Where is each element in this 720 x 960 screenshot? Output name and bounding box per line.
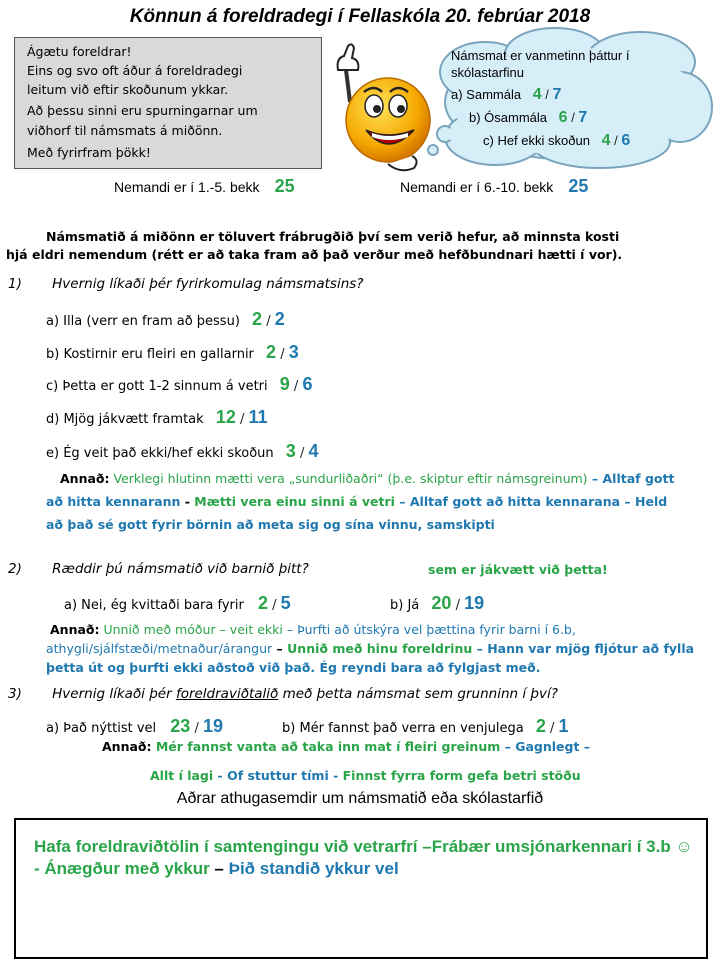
question-text-start: Hvernig líkaði þér bbox=[52, 686, 176, 702]
q2-option-a: a) Nei, ég kvittaði bara fyrir 2 / 5 bbox=[64, 593, 291, 613]
intro-paragraph-line: Námsmatið á miðönn er töluvert frábrugðið því sem verið hefur, að minnsta kosti bbox=[46, 229, 620, 244]
count-young: 2 bbox=[258, 593, 269, 613]
other-label: Annað: bbox=[60, 471, 110, 486]
option-label: c) Þetta er gott 1-2 sinnum á vetri bbox=[46, 379, 268, 394]
comment-old: - Of stuttur tími - bbox=[213, 768, 343, 783]
count-young: 3 bbox=[285, 441, 296, 461]
question-text-underlined: foreldraviðtalið bbox=[175, 686, 279, 702]
comment-young: Allt í lagi bbox=[150, 768, 214, 783]
q3-other-comments-cont bbox=[150, 764, 581, 787]
intro-line: Ágætu foreldrar! bbox=[27, 44, 132, 59]
count-old: 19 bbox=[464, 593, 485, 613]
question-2 bbox=[8, 561, 309, 577]
option-label: b) Mér fannst það verra en venjulega bbox=[282, 721, 524, 736]
comment-young: Mætti vera einu sinni á vetri bbox=[194, 494, 395, 509]
intro-line: leitum við eftir skoðunum ykkar. bbox=[27, 82, 229, 97]
remark-young: Hafa foreldraviðtölin í samtengingu við vetrarfrí –Frábær umsjónarkennari í 3.b ☺ - Ánægður með ykkur bbox=[34, 837, 693, 878]
option-label: b) Ósammála bbox=[469, 110, 548, 125]
q1-option-a: a) Illa (verr en fram að þessu) 2 / 2 bbox=[46, 309, 285, 329]
count-young: 4 bbox=[532, 86, 542, 103]
comment-young: Unnið með hinu foreldrinu bbox=[287, 641, 473, 656]
comment-old: – Þurfti að útskýra vel þættina fyrir barni í 6.b, athygli/sjálfstæði/metnaður/árangur bbox=[46, 622, 576, 656]
count-old: 2 bbox=[274, 309, 285, 329]
intro-line: Með fyrirfram þökk! bbox=[27, 145, 151, 160]
grade-young bbox=[114, 176, 295, 197]
option-label: b) Já bbox=[390, 598, 420, 613]
count-old: 19 bbox=[202, 716, 223, 736]
grade-label: Nemandi er í 1.-5. bekk bbox=[114, 179, 260, 195]
question-number: 2) bbox=[8, 561, 22, 577]
comment-old: – Alltaf gott að hitta kennarana – Held að það sé gott fyrir börnin að meta sig og sína vinnu, samskipti bbox=[46, 494, 668, 532]
option-label: c) Hef ekki skoðun bbox=[483, 133, 590, 148]
q1-option-c: c) Þetta er gott 1-2 sinnum á vetri 9 / 6 bbox=[46, 374, 313, 394]
comment-young: Finnst fyrra form gefa betri stöðu bbox=[342, 768, 581, 783]
count-young: 23 bbox=[170, 716, 191, 736]
count-old: 1 bbox=[558, 716, 569, 736]
count-old: 11 bbox=[248, 407, 268, 427]
q3-other-comments bbox=[102, 735, 590, 758]
intro-line: Eins og svo oft áður á foreldradegi bbox=[27, 63, 243, 78]
cloud-statement-cont: skólastarfinu bbox=[451, 65, 524, 80]
intro-box bbox=[14, 37, 322, 169]
comment-separator: - bbox=[180, 494, 195, 509]
q3-option-a: a) Það nýttist vel 23 / 19 bbox=[46, 716, 223, 736]
cloud-option-c: c) Hef ekki skoðun 4 / 6 bbox=[483, 132, 631, 149]
option-label: d) Mjög jákvætt framtak bbox=[46, 412, 204, 427]
count-old: 6 bbox=[302, 374, 313, 394]
intro-paragraph-line: hjá eldri nemendum (rétt er að taka fram að það verður með hefðbundnari hætti í vor). bbox=[6, 247, 623, 262]
other-label: Annað: bbox=[50, 622, 100, 637]
count-young: 9 bbox=[279, 374, 290, 394]
intro-line: Að þessu sinni eru spurningarnar um bbox=[27, 103, 258, 118]
option-label: a) Sammála bbox=[451, 87, 522, 102]
remark-old: Þið standið ykkur vel bbox=[228, 859, 399, 878]
count-young: 20 bbox=[431, 593, 452, 613]
grade-label: Nemandi er í 6.-10. bekk bbox=[400, 179, 554, 195]
question-text: Hvernig líkaði þér fyrirkomulag námsmatsins? bbox=[52, 276, 364, 292]
question-number: 3) bbox=[8, 686, 22, 702]
cloud-option-a: a) Sammála 4 / 7 bbox=[451, 86, 562, 103]
q1-option-b: b) Kostirnir eru fleiri en gallarnir 2 / 3 bbox=[46, 342, 299, 362]
comment-old: – Gagnlegt – bbox=[500, 739, 591, 754]
count-old: 4 bbox=[308, 441, 319, 461]
count-old: 7 bbox=[578, 109, 588, 126]
other-remarks-box bbox=[14, 818, 708, 959]
other-label: Annað: bbox=[102, 739, 152, 754]
count-old: 7 bbox=[552, 86, 562, 103]
question-text-end: með þetta námsmat sem grunninn í því? bbox=[278, 686, 558, 702]
q2-option-b: b) Já 20 / 19 bbox=[390, 593, 485, 613]
count-old: 6 bbox=[621, 132, 631, 149]
question-number: 1) bbox=[8, 276, 22, 292]
count-young: 4 bbox=[601, 132, 611, 149]
q2-other-comments bbox=[46, 620, 706, 677]
q1-option-d: d) Mjög jákvætt framtak 12 / 11 bbox=[46, 407, 268, 427]
grade-count: 25 bbox=[568, 176, 589, 196]
remark-separator: – bbox=[209, 859, 229, 878]
option-label: e) Ég veit það ekki/hef ekki skoðun bbox=[46, 446, 274, 461]
option-label: a) Nei, ég kvittaði bara fyrir bbox=[64, 598, 244, 613]
cloud-statement: Námsmat er vanmetinn þáttur í bbox=[451, 48, 630, 63]
count-young: 2 bbox=[252, 309, 263, 329]
q3-option-b: b) Mér fannst það verra en venjulega 2 / 1 bbox=[282, 716, 569, 736]
q1-other-comments bbox=[46, 467, 686, 536]
thought-cloud bbox=[425, 22, 715, 172]
grade-count: 25 bbox=[274, 176, 295, 196]
comment-old: – Alltaf gott að hitta kennarann bbox=[46, 471, 675, 509]
comment-young: Unnið með móður – veit ekki bbox=[103, 622, 283, 637]
q2-side-note: sem er jákvætt við þetta! bbox=[428, 562, 608, 577]
comment-young: Mér fannst vanta að taka inn mat í fleiri greinum bbox=[155, 739, 501, 754]
question-3 bbox=[8, 686, 558, 702]
question-text: Ræddir þú námsmatið við barnið þitt? bbox=[52, 561, 309, 577]
comment-young: Verklegi hlutinn mætti vera „sundurliðaðri“ (þ.e. skiptur eftir námsgreinum) bbox=[113, 471, 588, 486]
option-label: b) Kostirnir eru fleiri en gallarnir bbox=[46, 347, 254, 362]
other-remarks-text bbox=[34, 836, 694, 880]
q1-option-e: e) Ég veit það ekki/hef ekki skoðun 3 / 4 bbox=[46, 441, 319, 461]
count-old: 5 bbox=[280, 593, 291, 613]
count-young: 2 bbox=[266, 342, 277, 362]
count-old: 3 bbox=[288, 342, 299, 362]
grade-old bbox=[400, 176, 588, 197]
cloud-option-b: b) Ósammála 6 / 7 bbox=[469, 109, 588, 126]
count-young: 12 bbox=[215, 407, 236, 427]
other-remarks-heading: Aðrar athugasemdir um námsmatið eða skólastarfið bbox=[176, 790, 544, 807]
comment-separator: – bbox=[272, 641, 288, 656]
option-label: a) Það nýttist vel bbox=[46, 721, 157, 736]
option-label: a) Illa (verr en fram að þessu) bbox=[46, 314, 240, 329]
intro-line: viðhorf til námsmats á miðönn. bbox=[27, 123, 223, 138]
comment-old: – Hann var mjög fljótur að fylla þetta út og þurfti ekki aðstoð við það. Ég reyndi bara að fylgjast með. bbox=[46, 641, 695, 675]
count-young: 2 bbox=[535, 716, 546, 736]
page-title: Könnun á foreldradegi í Fellaskóla 20. febrúar 2018 bbox=[129, 6, 591, 27]
count-young: 6 bbox=[558, 109, 568, 126]
question-1 bbox=[8, 276, 363, 292]
